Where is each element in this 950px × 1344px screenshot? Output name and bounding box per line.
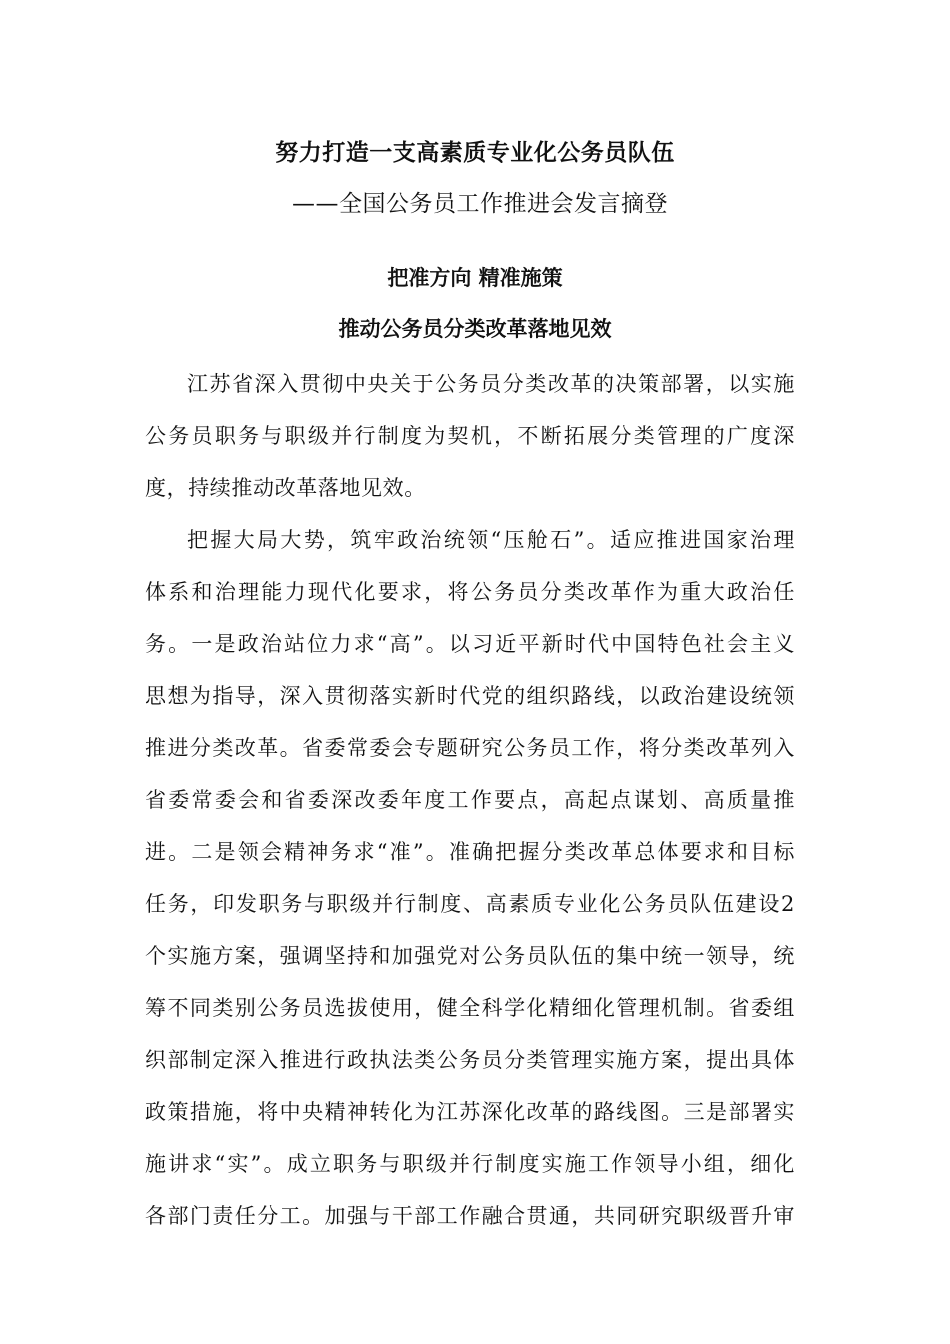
paragraph-line: 推进分类改革。省委常委会专题研究公务员工作，将分类改革列入 (145, 736, 795, 760)
paragraph-line: 江苏省深入贯彻中央关于公务员分类改革的决策部署，以实施 (187, 372, 795, 396)
document-title: 努力打造一支高素质专业化公务员队伍 (275, 140, 675, 166)
paragraph-line: 施讲求“实”。成立职务与职级并行制度实施工作领导小组，细化 (145, 1152, 795, 1176)
section-subtitle: 推动公务员分类改革落地见效 (338, 317, 612, 341)
paragraph-line: 体系和治理能力现代化要求，将公务员分类改革作为重大政治任 (145, 580, 795, 604)
paragraph-line: 织部制定深入推进行政执法类公务员分类管理实施方案，提出具体 (145, 1048, 795, 1072)
body-text (145, 358, 795, 1242)
section-title: 把准方向 精准施策 (387, 266, 563, 290)
paragraph-line: 个实施方案，强调坚持和加强党对公务员队伍的集中统一领导，统 (145, 944, 795, 968)
paragraph-line: 度，持续推动改革落地见效。 (145, 476, 426, 500)
paragraph-line: 筹不同类别公务员选拔使用，健全科学化精细化管理机制。省委组 (145, 996, 795, 1020)
paragraph-line: 进。二是领会精神务求“准”。准确把握分类改革总体要求和目标 (145, 840, 795, 864)
paragraph-line: 公务员职务与职级并行制度为契机，不断拓展分类管理的广度深 (145, 424, 795, 448)
paragraph-line: 务。一是政治站位力求“高”。以习近平新时代中国特色社会主义 (145, 632, 795, 656)
paragraph-line: 政策措施，将中央精神转化为江苏深化改革的路线图。三是部署实 (145, 1100, 795, 1124)
paragraph-line: 任务，印发职务与职级并行制度、高素质专业化公务员队伍建设2 (145, 892, 795, 916)
document-subtitle: ——全国公务员工作推进会发言摘登 (292, 191, 668, 217)
paragraph-line: 把握大局大势，筑牢政治统领“压舱石”。适应推进国家治理 (187, 528, 795, 552)
paragraph-line: 各部门责任分工。加强与干部工作融合贯通，共同研究职级晋升审 (145, 1204, 795, 1228)
paragraph-line: 思想为指导，深入贯彻落实新时代党的组织路线，以政治建设统领 (145, 684, 795, 708)
paragraph-line: 省委常委会和省委深改委年度工作要点，高起点谋划、高质量推 (145, 788, 795, 812)
